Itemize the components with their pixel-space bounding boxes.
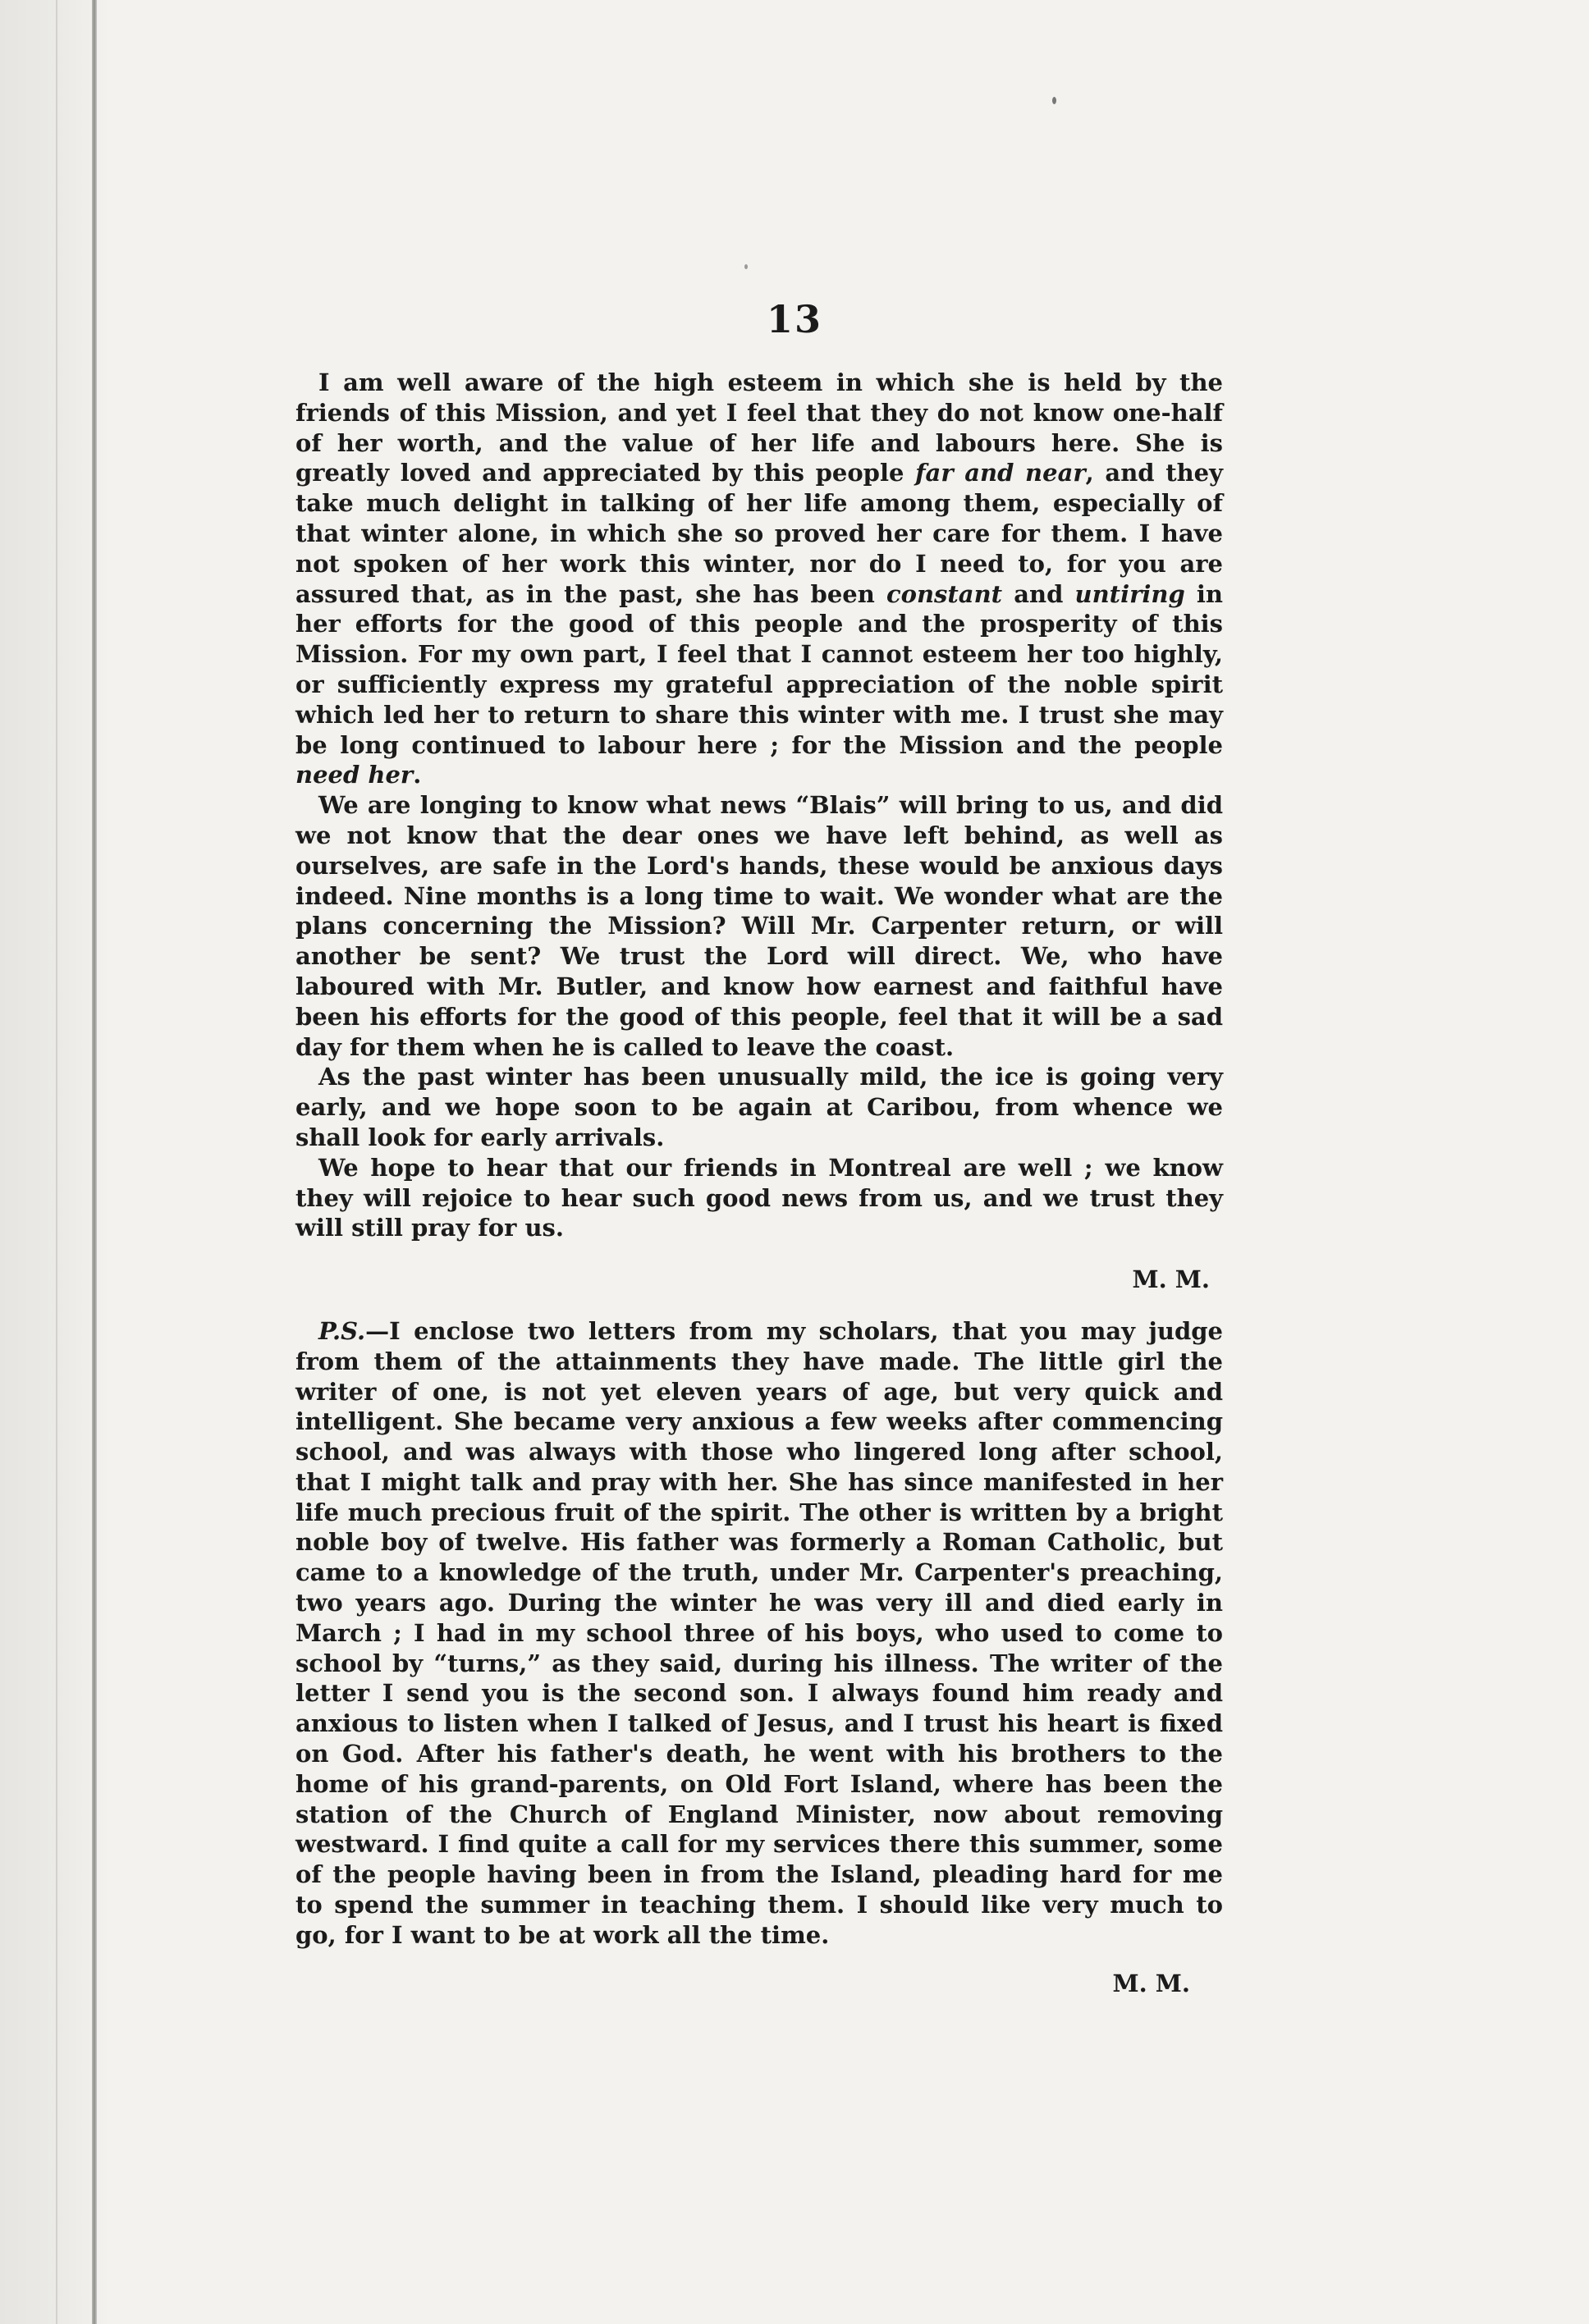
- paragraph-news: We are longing to know what news “Blais” will bring to us, and did we not know that the dear ones we have left behind, as well as ourselves, are safe in the Lord's hands, these would be anxious days indeed. Nine months is a long time to wait. We wonder what are the plans concerning the Mission? Will Mr. Carpenter return, or will another be sent? We trust the Lord will direct. We, who have laboured with Mr. Butler, and know how earnest and faithful have been his efforts for the good of this people, feel that it will be a sad day for them when he is called to leave the coast.: [295, 791, 1223, 1061]
- emphasis-text: far and near: [915, 459, 1086, 487]
- paragraph-text: .: [413, 761, 422, 789]
- paragraph-text: , and they take much delight in talking of her life among them, especially of that winter alone, in which she so proved her care for them. I have not spoken of her work this winter, nor do I need to, for you are assured that, as in the past, she has been: [295, 459, 1223, 608]
- paragraph-text: I am well aware of the high esteem in which she is held by the friends of this Mission, and yet I feel that they do not know one-half of her worth, and the value of her life and labours here. She is greatly loved and appreciated by this people: [295, 368, 1223, 487]
- emphasis-text: constant: [886, 579, 1003, 608]
- paragraph-text: and: [1002, 579, 1075, 608]
- scan-speck: [1052, 97, 1056, 104]
- page-number: 13: [766, 297, 822, 341]
- page-edge-line: [56, 0, 57, 2324]
- paragraph-postscript: [295, 1316, 1223, 1951]
- emphasis-text: untiring: [1074, 579, 1185, 608]
- signature-first: M. M.: [1132, 1265, 1210, 1294]
- signature-second: M. M.: [1112, 1969, 1190, 1997]
- scan-speck: [744, 264, 748, 269]
- postscript-text: —I enclose two letters from my scholars, that you may judge from them of the attainments they have made. The little girl the writer of one, is not yet eleven years of age, but very quick and intelligent. She became very anxious a few weeks after commencing school, and was always with those who lingered long after school, that I might talk and pray with her. She has since manifested in her life much precious fruit of the spirit. The other is written by a bright noble boy of twelve. His father was formerly a Roman Catholic, but came to a knowledge of the truth, under Mr. Carpenter's preaching, two years ago. During the winter he was very ill and died early in March ; I had in my school three of his boys, who used to come to school by “turns,” as they said, during his illness. The writer of the letter I send you is the second son. I always found him ready and anxious to listen when I talked of Jesus, and I trust his heart is fixed on God. After his father's death, he went with his brothers to the home of his grand-parents, on Old Fort Island, where has been the station of the Church of England Minister, now about removing westward. I find quite a call for my services there this summer, some of the people having been in from the Island, pleading hard for me to spend the summer in teaching them. I should like very much to go, for I want to be at work all the time.: [295, 1316, 1223, 1949]
- paragraph-text: in her efforts for the good of this people and the prosperity of this Mission. For my own part, I feel that I cannot esteem her too highly, or sufficiently express my grateful appreciation of the noble spirit which led her to return to share this winter with me. I trust she may be long continued to labour here ; for the Mission and the people: [295, 579, 1223, 759]
- postscript-label: P.S.: [318, 1316, 366, 1345]
- binding-fold-line: [92, 0, 97, 2324]
- paragraph-friends: We hope to hear that our friends in Montreal are well ; we know they will rejoice to hear such good news from us, and we trust they will still pray for us.: [295, 1153, 1223, 1242]
- letter-body: [295, 368, 1223, 2020]
- emphasis-text: need her: [295, 761, 414, 789]
- paragraph-esteem: [295, 368, 1223, 790]
- paragraph-winter: As the past winter has been unusually mild, the ice is going very early, and we hope soon to be again at Caribou, from whence we shall look for early arrivals.: [295, 1063, 1223, 1151]
